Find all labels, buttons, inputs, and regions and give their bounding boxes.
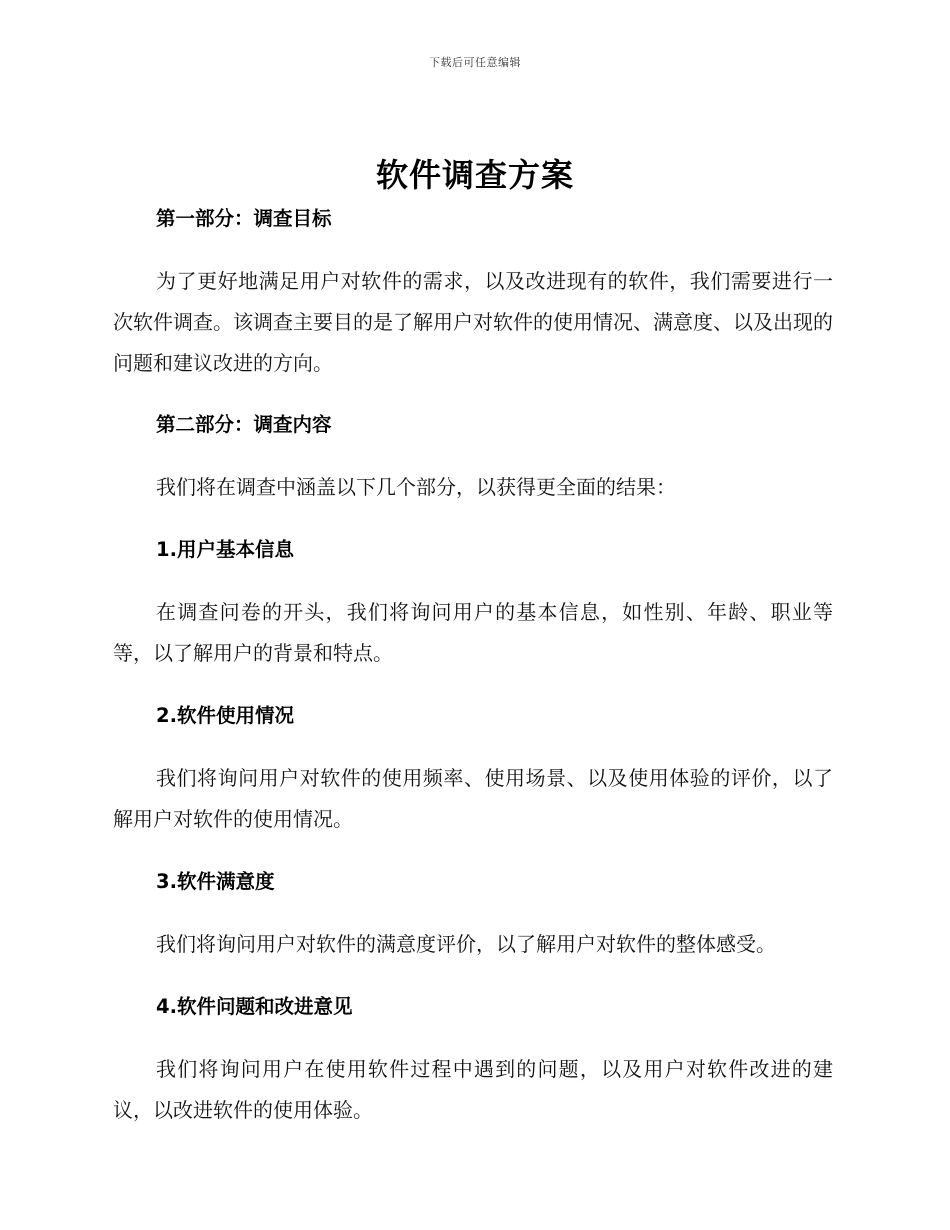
- subsection-heading-usage: 2.软件使用情况: [156, 704, 294, 727]
- section-paragraph-goal: 为了更好地满足用户对软件的需求，以及改进现有的软件，我们需要进行一次软件调查。该调查主要目的是了解用户对软件的使用情况、满意度、以及出现的问题和建议改进的方向。: [113, 269, 833, 375]
- subsection-heading-issues: 4.软件问题和改进意见: [156, 995, 353, 1018]
- document-title: 软件调查方案: [375, 156, 574, 194]
- header-note: 下载后可任意编辑: [429, 56, 521, 69]
- section-heading-content: 第二部分：调查内容: [156, 413, 332, 436]
- section-paragraph-content: 我们将在调查中涵盖以下几个部分，以获得更全面的结果：: [156, 475, 676, 499]
- subsection-paragraph-satisfaction: 我们将询问用户对软件的满意度评价，以了解用户对软件的整体感受。: [156, 932, 776, 956]
- subsection-heading-satisfaction: 3.软件满意度: [156, 870, 275, 893]
- section-heading-goal: 第一部分：调查目标: [156, 207, 332, 230]
- subsection-paragraph-user-info: 在调查问卷的开头，我们将询问用户的基本信息，如性别、年龄、职业等等，以了解用户的背景和特点。: [113, 600, 833, 665]
- document-body: [113, 204, 833, 1131]
- subsection-heading-user-info: 1.用户基本信息: [156, 538, 294, 561]
- subsection-paragraph-usage: 我们将询问用户对软件的使用频率、使用场景、以及使用体验的评价，以了解用户对软件的使用情况。: [113, 766, 833, 831]
- subsection-paragraph-issues: 我们将询问用户在使用软件过程中遇到的问题，以及用户对软件改进的建议，以改进软件的使用体验。: [113, 1057, 833, 1122]
